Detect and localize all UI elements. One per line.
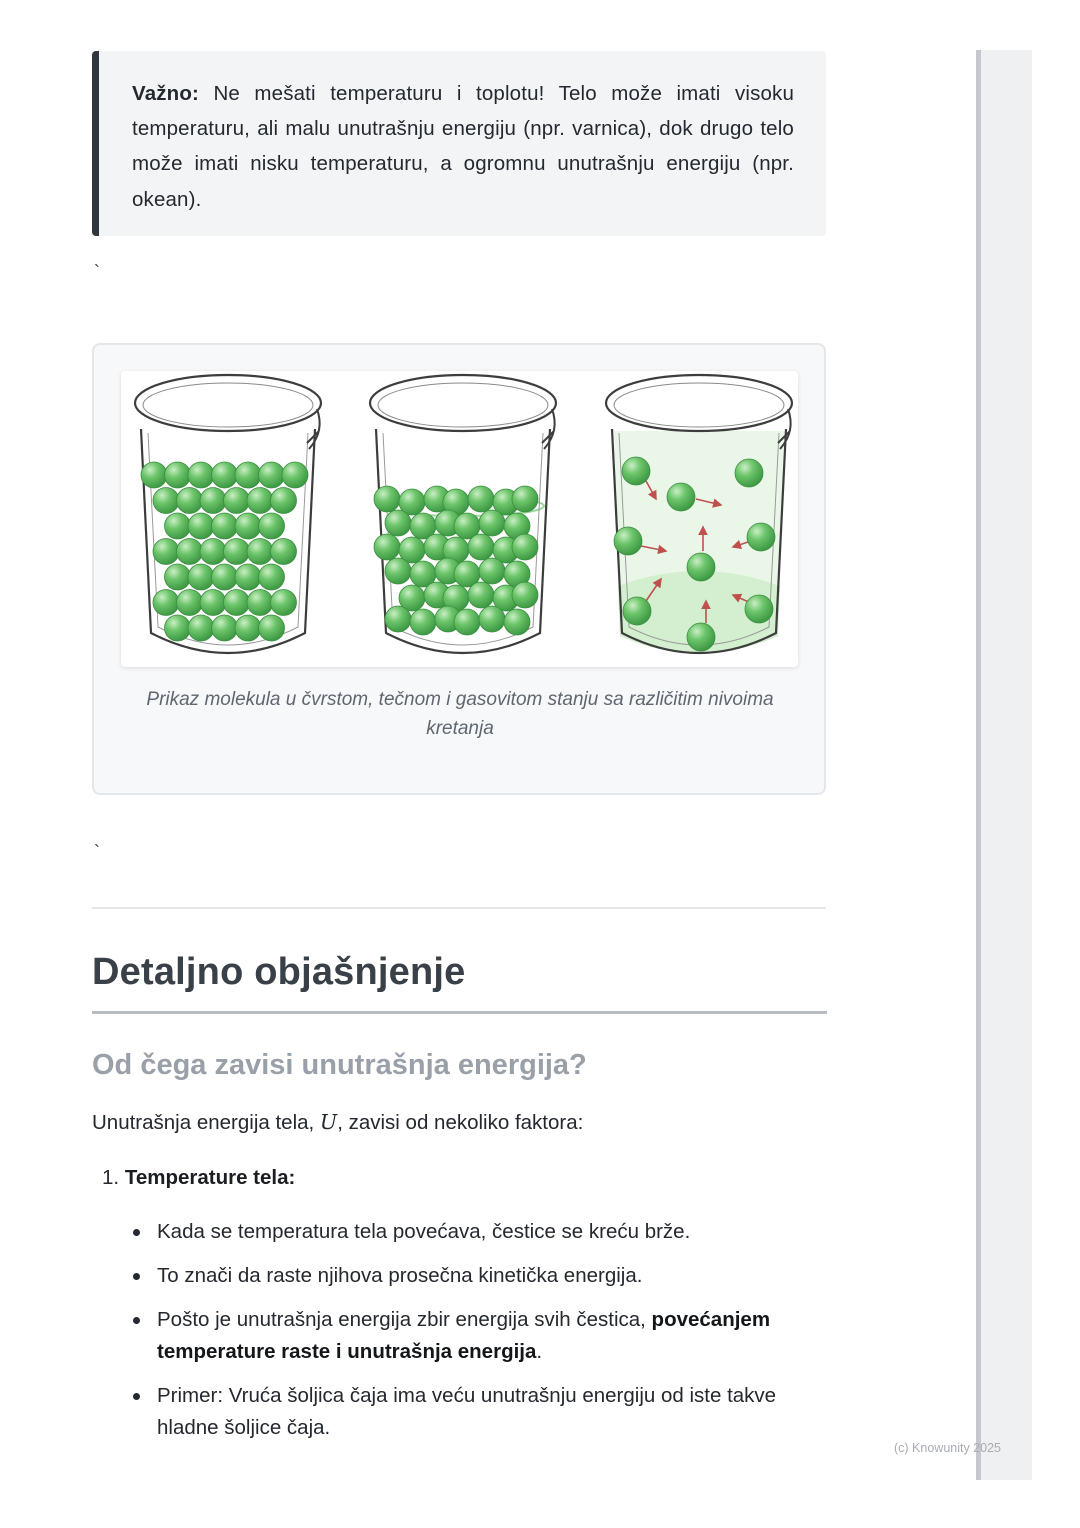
molecule [385,510,411,536]
molecule [212,513,238,539]
beaker-rim-inner [614,383,784,427]
subsection-heading: Od čega zavisi unutrašnja energija? [92,1049,587,1081]
molecule [271,590,297,616]
bullet-item [130,1304,810,1368]
backtick-separator-2: ` [94,842,100,862]
copyright-watermark: (c) Knowunity 2025 [894,1441,1002,1455]
molecule [410,609,436,635]
molecule [468,582,494,608]
molecule [153,539,179,565]
molecule [188,615,214,641]
molecule [687,553,715,581]
callout-label: Važno: [132,82,199,105]
molecule [259,513,285,539]
molecule [235,462,261,488]
molecule [177,488,203,514]
states-of-matter-illustration [121,371,798,667]
molecule [374,486,400,512]
bullet-list [130,1216,810,1456]
bullet-text-end: . [536,1340,543,1363]
molecule [614,527,642,555]
molecule [747,523,775,551]
molecule [687,623,715,651]
molecule [165,615,191,641]
backtick-separator: ` [94,262,100,282]
molecule [165,564,191,590]
molecule [259,462,285,488]
molecule [153,488,179,514]
molecule [374,534,400,560]
molecule [512,534,538,560]
molecule [385,558,411,584]
list-number: 1. [102,1166,120,1189]
molecule [224,539,250,565]
molecule [623,597,651,625]
molecule [224,488,250,514]
scrollbar-thumb[interactable] [976,50,981,1480]
molecule [282,462,308,488]
molecule [504,609,530,635]
molecule [212,615,238,641]
molecule [224,590,250,616]
molecule [235,564,261,590]
molecule [165,513,191,539]
molecule [468,486,494,512]
molecule [212,564,238,590]
molecule [259,564,285,590]
molecule [512,582,538,608]
intro-text-before: Unutrašnja energija tela, [92,1111,320,1134]
molecule [667,483,695,511]
molecule [468,534,494,560]
scrollbar-track[interactable] [976,50,1032,1480]
molecule [454,609,480,635]
molecule [622,457,650,485]
molecule [247,590,273,616]
molecule [479,558,505,584]
molecule [745,595,773,623]
figure-box [92,343,826,795]
molecule [200,539,226,565]
molecule [212,462,238,488]
molecule [188,462,214,488]
intro-paragraph [92,1110,583,1135]
molecule [735,459,763,487]
molecule [479,510,505,536]
list-item-title: Temperature tela: [124,1166,296,1189]
molecule [200,488,226,514]
molecule [271,539,297,565]
bullet-text: Pošto je unutrašnja energija zbir energija svih čestica, [157,1308,652,1331]
bullet-item: Kada se temperatura tela povećava, čestice se kreću brže. [130,1216,810,1248]
molecule [259,615,285,641]
figure-caption: Prikaz molekula u čvrstom, tečnom i gasovitom stanju sa različitim nivoima kretanja [146,689,774,739]
molecule [200,590,226,616]
molecule [165,462,191,488]
bullet-item: To znači da raste njihova prosečna kinetička energija. [130,1260,810,1292]
molecule [512,486,538,512]
molecule [479,606,505,632]
heading-underline [92,1011,827,1014]
numbered-list-item [102,1166,295,1190]
bullet-item: Primer: Vruća šoljica čaja ima veću unutrašnju energiju od iste takve hladne šoljice čaja. [130,1380,810,1444]
molecule [141,462,167,488]
molecule [385,606,411,632]
molecule [177,539,203,565]
molecule [188,564,214,590]
callout-body: Ne mešati temperaturu i toplotu! Telo može imati visoku temperaturu, ali malu unutrašnju energiju (npr. varnica), dok drugo telo može imati nisku temperaturu, a ogromnu unutrašnju energiju (npr. okean). [132,82,794,211]
horizontal-divider [92,907,826,909]
molecule [235,513,261,539]
beaker-rim-inner [143,383,313,427]
callout-text [132,76,794,217]
beakers-svg [121,371,798,667]
molecule [271,488,297,514]
molecule [247,539,273,565]
beaker-rim-inner [378,383,548,427]
molecule [153,590,179,616]
intro-text-after: , zavisi od nekoliko faktora: [337,1111,584,1134]
molecule [188,513,214,539]
section-heading: Detaljno objašnjenje [92,951,466,993]
variable-u: U [319,1110,338,1134]
molecule [177,590,203,616]
bullet-bold-text: povećanjem temperature raste i unutrašnja energija [157,1308,771,1363]
molecule [235,615,261,641]
important-callout [92,51,826,236]
molecule [247,488,273,514]
